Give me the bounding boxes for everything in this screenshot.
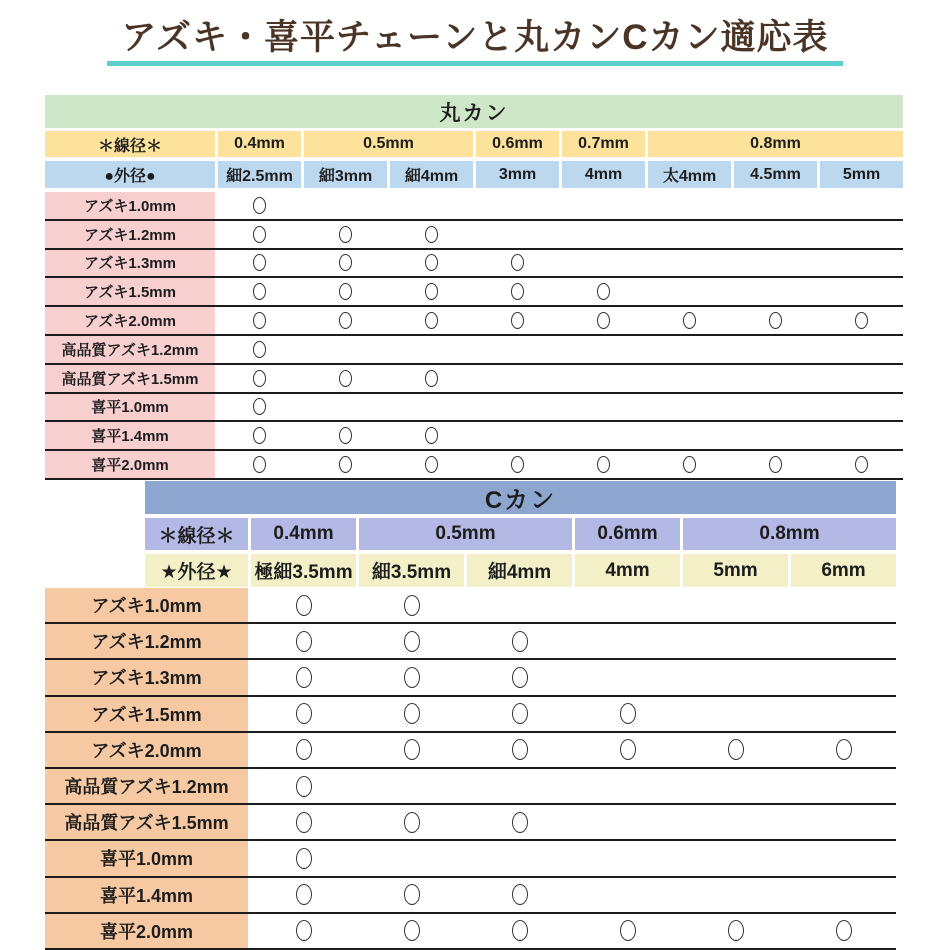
compatible-mark-icon	[836, 920, 852, 941]
compat-cell	[390, 451, 473, 478]
compatible-mark-icon	[620, 703, 636, 724]
table-row	[45, 221, 903, 250]
compat-cell	[734, 394, 817, 421]
compat-cell	[476, 422, 559, 449]
row-label: 喜平1.0mm	[45, 394, 215, 421]
compatible-mark-icon	[512, 884, 528, 905]
compat-cell	[820, 307, 903, 334]
compat-cell	[467, 588, 572, 622]
compat-cell	[683, 914, 788, 948]
compat-cell	[648, 221, 731, 248]
wire-diameter-label: ＊線径＊	[145, 518, 248, 550]
compat-cell	[467, 769, 572, 803]
compat-cell	[791, 624, 896, 658]
page-title: アズキ・喜平チェーンと丸カンCカン適応表	[107, 18, 842, 66]
compat-cell	[791, 914, 896, 948]
row-label: アズキ2.0mm	[45, 733, 248, 767]
compatible-mark-icon	[512, 703, 528, 724]
compat-cell	[467, 805, 572, 839]
compatible-mark-icon	[425, 283, 438, 300]
row-label: アズキ1.2mm	[45, 221, 215, 248]
table-row	[45, 336, 903, 365]
compat-cell	[820, 394, 903, 421]
compat-cell	[218, 365, 301, 392]
compat-cell	[683, 733, 788, 767]
compat-cell	[359, 660, 464, 694]
row-label: アズキ1.5mm	[45, 278, 215, 305]
compat-cell	[575, 805, 680, 839]
compatible-mark-icon	[404, 595, 420, 616]
compat-cell	[575, 697, 680, 731]
table-row	[45, 394, 903, 423]
compat-cell	[791, 841, 896, 875]
compatible-mark-icon	[404, 703, 420, 724]
compat-cell	[476, 451, 559, 478]
compat-cell	[734, 422, 817, 449]
compat-cell	[304, 336, 387, 363]
compat-cell	[575, 914, 680, 948]
outer-diameter-header: 4mm	[562, 161, 645, 188]
wire-diameter-header: 0.6mm	[476, 131, 559, 157]
row-label: 喜平2.0mm	[45, 914, 248, 948]
table-row	[45, 278, 903, 307]
row-label: アズキ1.0mm	[45, 192, 215, 219]
compat-cell	[820, 221, 903, 248]
row-label: アズキ1.0mm	[45, 588, 248, 622]
compatible-mark-icon	[512, 667, 528, 688]
compat-cell	[791, 588, 896, 622]
compat-cell	[734, 278, 817, 305]
compat-cell	[467, 841, 572, 875]
compat-cell	[575, 733, 680, 767]
table-row	[45, 660, 896, 696]
compat-cell	[683, 769, 788, 803]
compat-cell	[648, 192, 731, 219]
table-row	[45, 192, 903, 221]
outer-diameter-header: 5mm	[820, 161, 903, 188]
compatible-mark-icon	[339, 370, 352, 387]
compat-cell	[734, 336, 817, 363]
compat-cell	[476, 365, 559, 392]
compat-cell	[562, 221, 645, 248]
table-row	[45, 805, 896, 841]
compatible-mark-icon	[511, 456, 524, 473]
row-label: アズキ1.3mm	[45, 250, 215, 277]
compatible-mark-icon	[296, 848, 312, 869]
row-label: 高品質アズキ1.2mm	[45, 769, 248, 803]
table-row	[45, 588, 896, 624]
compat-cell	[390, 192, 473, 219]
row-label: 高品質アズキ1.5mm	[45, 805, 248, 839]
wire-diameter-header: 0.7mm	[562, 131, 645, 157]
ckan-table-header	[145, 481, 896, 587]
compat-cell	[734, 221, 817, 248]
compat-cell	[359, 697, 464, 731]
compat-cell	[820, 278, 903, 305]
compat-cell	[251, 769, 356, 803]
compatible-mark-icon	[339, 254, 352, 271]
compat-cell	[251, 805, 356, 839]
compat-cell	[683, 624, 788, 658]
compat-cell	[791, 805, 896, 839]
compat-cell	[562, 394, 645, 421]
wire-diameter-header: 0.8mm	[683, 518, 896, 550]
compat-cell	[575, 660, 680, 694]
outer-diameter-header: 3mm	[476, 161, 559, 188]
compatible-mark-icon	[597, 312, 610, 329]
row-label: 喜平1.0mm	[45, 841, 248, 875]
compat-cell	[390, 250, 473, 277]
compat-cell	[562, 451, 645, 478]
compatible-mark-icon	[404, 631, 420, 652]
compat-cell	[359, 588, 464, 622]
compat-cell	[562, 250, 645, 277]
compat-cell	[251, 878, 356, 912]
compat-cell	[467, 660, 572, 694]
marukan-table	[45, 95, 903, 480]
compatible-mark-icon	[728, 739, 744, 760]
compat-cell	[648, 336, 731, 363]
outer-diameter-header: 6mm	[791, 554, 896, 587]
compatible-mark-icon	[253, 283, 266, 300]
compat-cell	[683, 697, 788, 731]
compat-cell	[218, 422, 301, 449]
outer-diameter-header: 細4mm	[467, 554, 572, 587]
row-label: アズキ2.0mm	[45, 307, 215, 334]
compatible-mark-icon	[296, 595, 312, 616]
wire-diameter-header: 0.8mm	[648, 131, 903, 157]
compat-cell	[575, 769, 680, 803]
compatible-mark-icon	[597, 283, 610, 300]
table-row	[45, 422, 903, 451]
row-label: 高品質アズキ1.5mm	[45, 365, 215, 392]
compat-cell	[734, 365, 817, 392]
compatible-mark-icon	[253, 312, 266, 329]
compatible-mark-icon	[339, 312, 352, 329]
compat-cell	[562, 307, 645, 334]
compat-cell	[575, 841, 680, 875]
table-row	[45, 624, 896, 660]
table-row	[45, 697, 896, 733]
compatible-mark-icon	[253, 226, 266, 243]
compat-cell	[562, 336, 645, 363]
outer-diameter-header: 細2.5mm	[218, 161, 301, 188]
table-row	[45, 733, 896, 769]
table-row	[45, 250, 903, 279]
compatible-mark-icon	[296, 667, 312, 688]
compatible-mark-icon	[253, 456, 266, 473]
compat-cell	[304, 307, 387, 334]
compatible-mark-icon	[512, 739, 528, 760]
outer-diameter-header: 細3.5mm	[359, 554, 464, 587]
compatible-mark-icon	[512, 920, 528, 941]
compat-cell	[648, 394, 731, 421]
outer-diameter-header: 太4mm	[648, 161, 731, 188]
compat-cell	[648, 250, 731, 277]
compat-cell	[218, 250, 301, 277]
compat-cell	[218, 394, 301, 421]
compatible-mark-icon	[855, 312, 868, 329]
compat-cell	[648, 451, 731, 478]
compat-cell	[575, 588, 680, 622]
compatible-mark-icon	[620, 739, 636, 760]
compat-cell	[359, 624, 464, 658]
compat-cell	[791, 660, 896, 694]
compatible-mark-icon	[404, 667, 420, 688]
compat-cell	[218, 307, 301, 334]
compat-cell	[734, 192, 817, 219]
compat-cell	[476, 250, 559, 277]
compat-cell	[683, 878, 788, 912]
compat-cell	[390, 278, 473, 305]
compatible-mark-icon	[769, 312, 782, 329]
outer-diameter-header: 細3mm	[304, 161, 387, 188]
compatible-mark-icon	[855, 456, 868, 473]
compatible-mark-icon	[425, 370, 438, 387]
ckan-wire-diameter-row	[145, 518, 896, 550]
compat-cell	[562, 278, 645, 305]
compat-cell	[575, 878, 680, 912]
compatible-mark-icon	[253, 427, 266, 444]
compat-cell	[734, 307, 817, 334]
title-bar	[0, 18, 950, 66]
compat-cell	[734, 250, 817, 277]
compat-cell	[218, 451, 301, 478]
table-row	[45, 841, 896, 877]
compatible-mark-icon	[425, 226, 438, 243]
table-row	[45, 365, 903, 394]
wire-diameter-header: 0.5mm	[359, 518, 572, 550]
compatible-mark-icon	[683, 456, 696, 473]
compat-cell	[251, 624, 356, 658]
compat-cell	[304, 192, 387, 219]
compat-cell	[648, 422, 731, 449]
compat-cell	[683, 805, 788, 839]
row-label: 高品質アズキ1.2mm	[45, 336, 215, 363]
marukan-outer-diameter-row	[45, 161, 903, 188]
compatible-mark-icon	[296, 884, 312, 905]
compatible-mark-icon	[253, 254, 266, 271]
compatible-mark-icon	[404, 884, 420, 905]
compat-cell	[476, 394, 559, 421]
compat-cell	[304, 278, 387, 305]
ckan-outer-diameter-row	[145, 554, 896, 587]
compat-cell	[791, 769, 896, 803]
table-row	[45, 307, 903, 336]
compat-cell	[390, 365, 473, 392]
compat-cell	[467, 624, 572, 658]
compat-cell	[304, 451, 387, 478]
marukan-wire-diameter-row	[45, 131, 903, 157]
compatible-mark-icon	[620, 920, 636, 941]
wire-diameter-header: 0.4mm	[218, 131, 301, 157]
compatible-mark-icon	[253, 370, 266, 387]
compat-cell	[251, 914, 356, 948]
compatible-mark-icon	[253, 398, 266, 415]
outer-diameter-label: ●外径●	[45, 161, 215, 188]
compat-cell	[359, 769, 464, 803]
compat-cell	[304, 221, 387, 248]
compat-cell	[476, 192, 559, 219]
compat-cell	[791, 878, 896, 912]
compatible-mark-icon	[769, 456, 782, 473]
compatible-mark-icon	[836, 739, 852, 760]
compat-cell	[820, 192, 903, 219]
compat-cell	[390, 422, 473, 449]
compat-cell	[575, 624, 680, 658]
marukan-table-title: 丸カン	[45, 95, 903, 128]
compat-cell	[304, 250, 387, 277]
compat-cell	[251, 588, 356, 622]
compat-cell	[820, 250, 903, 277]
compat-cell	[820, 365, 903, 392]
outer-diameter-header: 5mm	[683, 554, 788, 587]
compatible-mark-icon	[425, 254, 438, 271]
compat-cell	[476, 278, 559, 305]
compat-cell	[562, 422, 645, 449]
marukan-table-body	[45, 192, 903, 480]
compat-cell	[467, 878, 572, 912]
compat-cell	[562, 365, 645, 392]
compatible-mark-icon	[404, 920, 420, 941]
table-row	[45, 878, 896, 914]
compat-cell	[562, 192, 645, 219]
compatible-mark-icon	[425, 456, 438, 473]
wire-diameter-label: ＊線径＊	[45, 131, 215, 157]
compat-cell	[251, 733, 356, 767]
compatible-mark-icon	[296, 703, 312, 724]
compatible-mark-icon	[296, 631, 312, 652]
compatible-mark-icon	[511, 283, 524, 300]
compat-cell	[683, 660, 788, 694]
compat-cell	[304, 422, 387, 449]
compatible-mark-icon	[425, 427, 438, 444]
table-row	[45, 451, 903, 480]
compat-cell	[218, 336, 301, 363]
compat-cell	[304, 394, 387, 421]
compat-cell	[359, 878, 464, 912]
compat-cell	[648, 307, 731, 334]
compat-cell	[390, 336, 473, 363]
row-label: アズキ1.2mm	[45, 624, 248, 658]
compat-cell	[359, 841, 464, 875]
compat-cell	[390, 307, 473, 334]
compat-cell	[683, 588, 788, 622]
compat-cell	[359, 914, 464, 948]
outer-diameter-label: ★外径★	[145, 554, 248, 587]
compatible-mark-icon	[512, 812, 528, 833]
compat-cell	[476, 307, 559, 334]
wire-diameter-header: 0.4mm	[251, 518, 356, 550]
compat-cell	[476, 221, 559, 248]
outer-diameter-header: 4mm	[575, 554, 680, 587]
compat-cell	[820, 422, 903, 449]
compat-cell	[359, 805, 464, 839]
row-label: アズキ1.5mm	[45, 697, 248, 731]
table-row	[45, 769, 896, 805]
compat-cell	[791, 733, 896, 767]
compatible-mark-icon	[253, 197, 266, 214]
compatible-mark-icon	[339, 427, 352, 444]
compat-cell	[683, 841, 788, 875]
wire-diameter-header: 0.6mm	[575, 518, 680, 550]
compat-cell	[648, 278, 731, 305]
ckan-table-title: Cカン	[145, 481, 896, 514]
row-label: アズキ1.3mm	[45, 660, 248, 694]
compat-cell	[218, 192, 301, 219]
compatible-mark-icon	[404, 739, 420, 760]
compatible-mark-icon	[425, 312, 438, 329]
compat-cell	[359, 733, 464, 767]
compat-cell	[476, 336, 559, 363]
compat-cell	[251, 841, 356, 875]
compat-cell	[734, 451, 817, 478]
compatible-mark-icon	[511, 254, 524, 271]
compat-cell	[390, 221, 473, 248]
compat-cell	[218, 221, 301, 248]
outer-diameter-header: 極細3.5mm	[251, 554, 356, 587]
compatible-mark-icon	[296, 920, 312, 941]
compat-cell	[218, 278, 301, 305]
compatible-mark-icon	[404, 812, 420, 833]
compatible-mark-icon	[296, 812, 312, 833]
compat-cell	[648, 365, 731, 392]
compatible-mark-icon	[296, 776, 312, 797]
compat-cell	[467, 697, 572, 731]
compatible-mark-icon	[512, 631, 528, 652]
compat-cell	[467, 733, 572, 767]
outer-diameter-header: 4.5mm	[734, 161, 817, 188]
row-label: 喜平1.4mm	[45, 878, 248, 912]
compatible-mark-icon	[339, 283, 352, 300]
wire-diameter-header: 0.5mm	[304, 131, 473, 157]
row-label: 喜平2.0mm	[45, 451, 215, 478]
row-label: 喜平1.4mm	[45, 422, 215, 449]
table-row	[45, 914, 896, 950]
compat-cell	[304, 365, 387, 392]
compat-cell	[251, 697, 356, 731]
compat-cell	[791, 697, 896, 731]
compatible-mark-icon	[296, 739, 312, 760]
compat-cell	[251, 660, 356, 694]
compatible-mark-icon	[511, 312, 524, 329]
compat-cell	[820, 336, 903, 363]
compat-cell	[820, 451, 903, 478]
compatible-mark-icon	[339, 226, 352, 243]
outer-diameter-header: 細4mm	[390, 161, 473, 188]
compatible-mark-icon	[597, 456, 610, 473]
compatible-mark-icon	[339, 456, 352, 473]
ckan-table-body	[45, 588, 896, 950]
compatible-mark-icon	[728, 920, 744, 941]
compatible-mark-icon	[683, 312, 696, 329]
compat-cell	[467, 914, 572, 948]
compatible-mark-icon	[253, 341, 266, 358]
compat-cell	[390, 394, 473, 421]
